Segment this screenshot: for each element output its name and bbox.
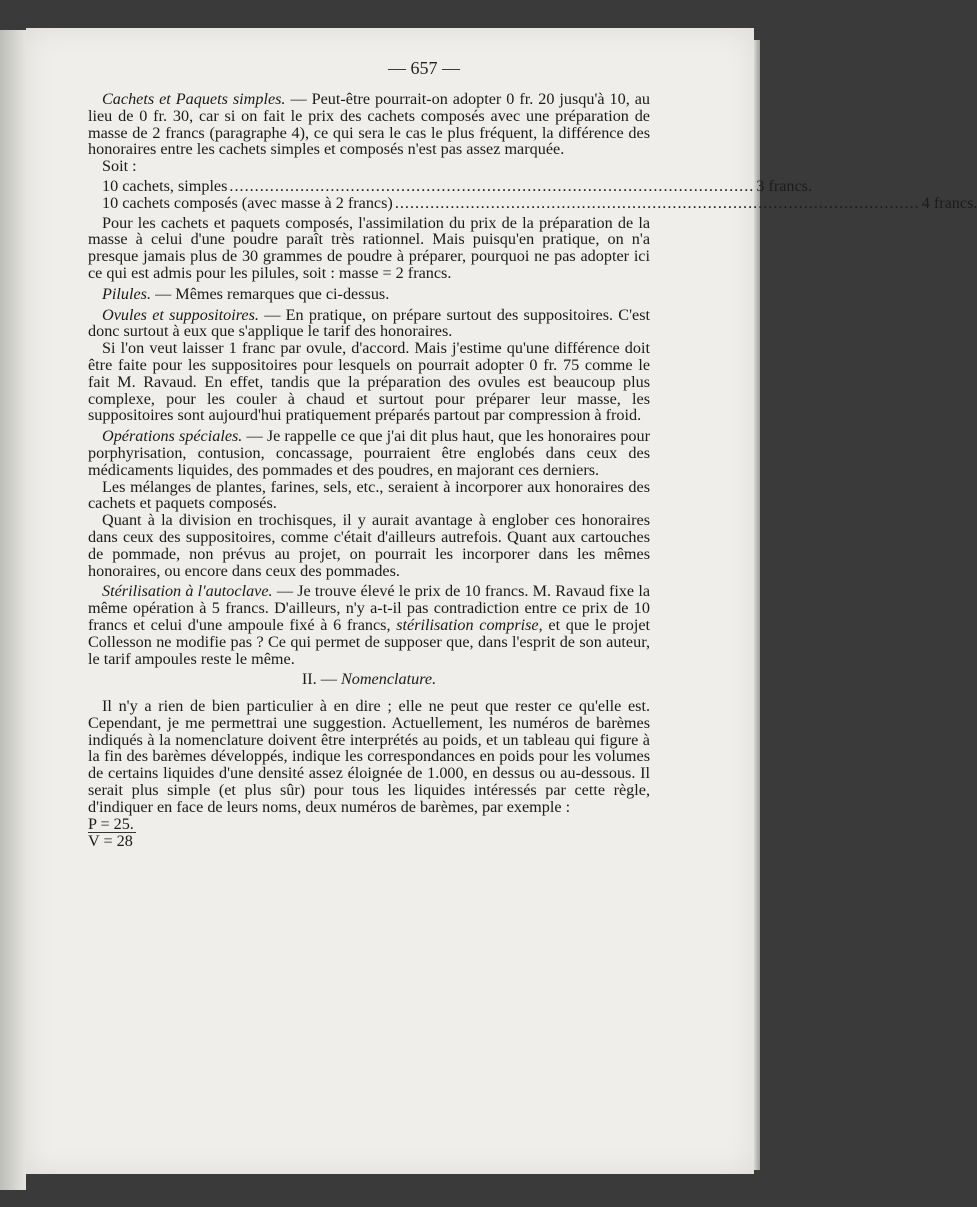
paragraph-trochisques: Quant à la division en trochisques, il y aurait avantage à englober ces honoraires dans ceux des suppositoires, comme c'était d'ailleurs autrefois. Quant aux cartouches de pommade, non prévus au projet, on pourrait les incorporer dans les mêmes honoraires, ou encore dans ceux des pommades. — [88, 511, 650, 580]
page-number: — 657 — — [388, 58, 460, 78]
price-amount: 3 francs. — [756, 176, 813, 195]
paragraph-text: — En pratique, on prépare surtout des suppositoires. C'est donc surtout à eux que s'applique le tarif des honoraires. — [88, 305, 650, 341]
price-line-composes — [88, 193, 977, 212]
formula-text: P = 25. — [88, 814, 134, 833]
price-line-simples — [88, 176, 813, 195]
formula-poids — [88, 816, 650, 834]
section-title-cachets: Cachets et Paquets simples. — [102, 90, 286, 108]
paragraph-sterilisation — [88, 583, 650, 667]
paragraph-text: — Mêmes remarques que ci-dessus. — [155, 284, 390, 303]
paragraph-operations — [88, 428, 650, 478]
paragraph-cachets-composes: Pour les cachets et paquets composés, l'assimilation du prix de la préparation de la masse à celui d'une poudre paraît très rationnel. Mais puisqu'en pratique, on n'a presque jamais plus de 30 grammes de poudre à préparer, pourquoi ne pas adopter ici ce qui est admis pour les pilules, soit : masse = 2 francs. — [88, 213, 650, 282]
price-amount: 4 francs. — [921, 193, 977, 212]
section-title-ovules: Ovules et suppositoires. — [102, 305, 259, 324]
paragraph-text: — Peut-être pourrait-on adopter 0 fr. 20 jusqu'à 10, au lieu de 0 fr. 30, car si on fait le prix des cachets composés avec une préparation de masse de 2 francs (paragraphe 4), ce qui sera le cas le plus fréquent, la différence des honoraires entre les cachets simples et composés n'est pas assez marquée. — [88, 90, 650, 159]
heading-number: II. — — [301, 670, 341, 689]
price-label: 10 cachets composés (avec masse à 2 francs) — [102, 193, 393, 212]
paragraph-nomenclature: Il n'y a rien de bien particulier à en dire ; elle ne peut que rester ce qu'elle est. Cependant, je me permettrai une suggestion. Actuellement, les numéros de barèmes indiqués à la nomenclature doivent être interprétés au poids, et un tableau qui figure à la fin des barèmes développés, indique les correspondances en poids pour les volumes de certains liquides d'une densité assez éloignée de 1.000, en dessus ou au-dessous. Il serait plus simple (et plus sûr) pour tous les liquides intéressés par cette règle, d'indiquer en face de leurs noms, deux numéros de barèmes, par exemple : — [88, 697, 650, 816]
formula-volume — [88, 833, 650, 850]
section-title-pilules: Pilules. — [102, 284, 152, 303]
facing-page-edge — [0, 30, 26, 1190]
paragraph-text: — Je trouve élevé le prix de 10 francs. M. Ravaud fixe la même opération à 5 francs. D'ailleurs, n'y a-t-il pas contradiction entre ce prix de 10 francs et celui d'une ampoule fixé à 6 francs, — [88, 582, 651, 634]
paragraph-melanges: Les mélanges de plantes, farines, sels, etc., seraient à incorporer aux honoraires des cachets et paquets composés. — [88, 477, 650, 513]
emphasis-sterilisation: stérilisation comprise — [396, 615, 539, 634]
paragraph-text: — Je rappelle ce que j'ai dit plus haut, que les honoraires pour porphyrisation, contusion, concassage, pourraient être englobés dans ceux des médicaments liquides, des pommades et des poudres, en majorant ces derniers. — [88, 427, 651, 479]
price-label: 10 cachets, simples — [102, 176, 228, 195]
leader-dots: ........................................................................................................ — [229, 176, 755, 195]
section-title-sterilisation: Stérilisation à l'autoclave. — [102, 582, 273, 601]
leader-dots: ........................................................................................................ — [394, 193, 920, 212]
paragraph-ovules-2: Si l'on veut laisser 1 franc par ovule, d'accord. Mais j'estime qu'une différence doit être faite pour les suppositoires pour lesquels on pourrait adopter 0 fr. 75 comme le fait M. Ravaud. En effet, tandis que la préparation des ovules est beaucoup plus complexe, pour les couler à chaud et surtout pour préparer leur masse, les suppositoires sont aujourd'hui pratiquement préparés partout par compression à froid. — [88, 339, 650, 425]
paragraph-pilules — [88, 286, 650, 303]
soit-label: Soit : — [102, 157, 137, 176]
section-heading-nomenclature — [88, 671, 650, 688]
page-body — [88, 90, 977, 851]
paragraph-cachets — [88, 91, 650, 158]
paragraph-text: , et que le projet Collesson ne modifie pas ? Ce qui permet de supposer que, dans l'esprit de son auteur, le tarif ampoules reste le même. — [88, 615, 650, 668]
paragraph-ovules — [88, 307, 650, 341]
heading-title: Nomenclature. — [340, 670, 437, 689]
formula-text: V = 28 — [88, 832, 133, 851]
section-title-operations: Opérations spéciales. — [102, 427, 243, 446]
